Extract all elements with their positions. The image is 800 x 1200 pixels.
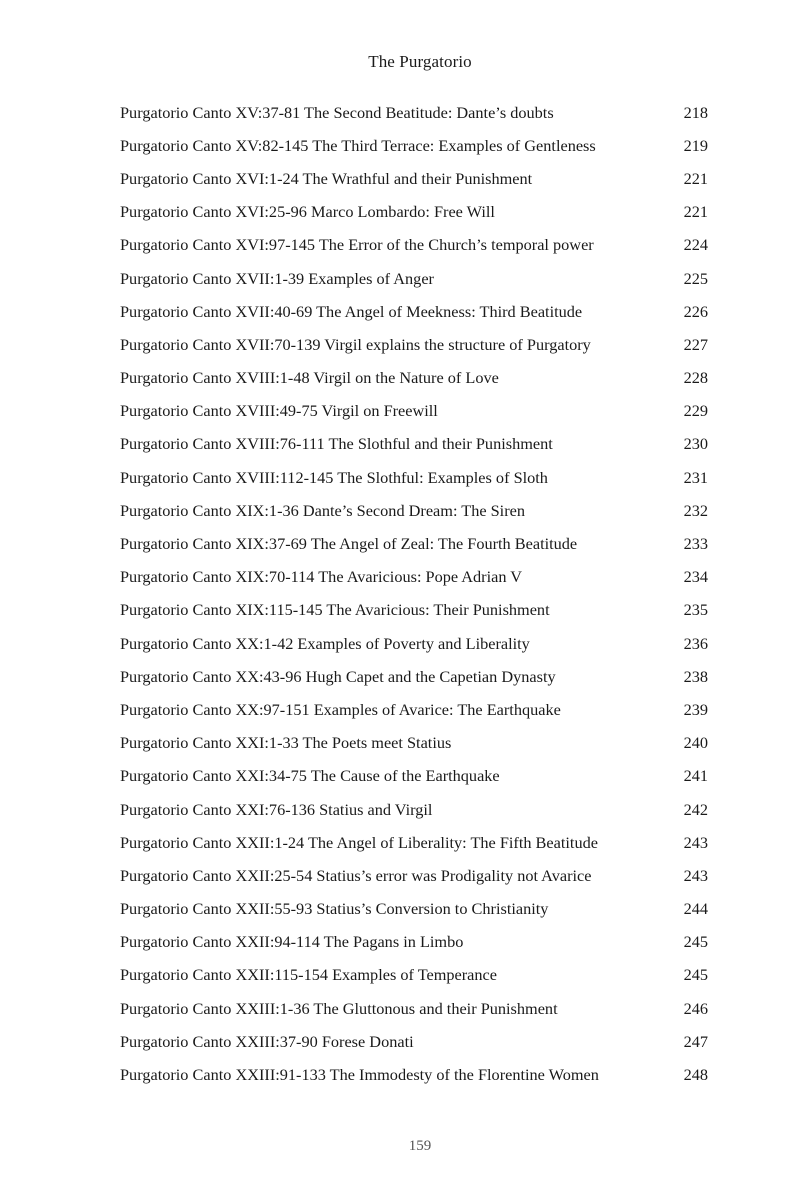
toc-entry-page-number: 228 — [683, 368, 708, 388]
toc-entry — [120, 826, 708, 859]
toc-entry — [120, 793, 708, 826]
toc-entry-page-number: 224 — [683, 235, 708, 255]
toc-entry-title: Purgatorio Canto XIX:1-36 Dante’s Second Dream: The Siren — [120, 500, 525, 520]
toc-entry — [120, 693, 708, 726]
toc-entry — [120, 262, 708, 295]
toc-entry-page-number: 243 — [683, 865, 708, 885]
toc-entry-title: Purgatorio Canto XXI:1-33 The Poets meet Statius — [120, 733, 452, 753]
toc-entry-title: Purgatorio Canto XVI:97-145 The Error of the Church’s temporal power — [120, 235, 594, 255]
toc-entry-page-number: 248 — [683, 1065, 708, 1085]
toc-entry-page-number: 219 — [683, 135, 708, 155]
toc-entry-title: Purgatorio Canto XX:43-96 Hugh Capet and the Capetian Dynasty — [120, 666, 556, 686]
toc-entry — [120, 926, 708, 959]
toc-entry-title: Purgatorio Canto XXII:25-54 Statius’s error was Prodigality not Avarice — [120, 865, 592, 885]
toc-entry — [120, 859, 708, 892]
toc-entry — [120, 959, 708, 992]
toc-entry-title: Purgatorio Canto XVIII:76-111 The Slothful and their Punishment — [120, 434, 553, 454]
toc-entry-page-number: 233 — [683, 534, 708, 554]
toc-entry-title: Purgatorio Canto XVIII:112-145 The Slothful: Examples of Sloth — [120, 467, 548, 487]
toc-entry — [120, 727, 708, 760]
toc-entry — [120, 527, 708, 560]
toc-entry-page-number: 236 — [683, 633, 708, 653]
toc-entry-title: Purgatorio Canto XXII:1-24 The Angel of Liberality: The Fifth Beatitude — [120, 832, 598, 852]
toc-entry-title: Purgatorio Canto XXI:76-136 Statius and Virgil — [120, 799, 433, 819]
toc-entry-page-number: 245 — [683, 932, 708, 952]
toc-entry-page-number: 239 — [683, 699, 708, 719]
toc-entry — [120, 129, 708, 162]
toc-entry-title: Purgatorio Canto XVII:1-39 Examples of Anger — [120, 268, 434, 288]
toc-entry-title: Purgatorio Canto XX:1-42 Examples of Poverty and Liberality — [120, 633, 530, 653]
toc-entry-title: Purgatorio Canto XXIII:37-90 Forese Donati — [120, 1031, 414, 1051]
toc-entry-page-number: 221 — [683, 202, 708, 222]
toc-entry — [120, 295, 708, 328]
toc-entry-page-number: 231 — [683, 467, 708, 487]
toc-entry-page-number: 246 — [683, 998, 708, 1018]
toc-entry-page-number: 247 — [683, 1031, 708, 1051]
toc-entry-title: Purgatorio Canto XXII:55-93 Statius’s Conversion to Christianity — [120, 899, 549, 919]
toc-entry — [120, 229, 708, 262]
toc-entry — [120, 893, 708, 926]
toc-entry-title: Purgatorio Canto XXII:94-114 The Pagans in Limbo — [120, 932, 464, 952]
toc-entry-page-number: 230 — [683, 434, 708, 454]
toc-entry — [120, 461, 708, 494]
toc-entry-title: Purgatorio Canto XV:82-145 The Third Terrace: Examples of Gentleness — [120, 135, 596, 155]
toc-entry-page-number: 238 — [683, 666, 708, 686]
page-number: 159 — [408, 1138, 432, 1154]
toc-entry — [120, 561, 708, 594]
toc-entry-page-number: 232 — [683, 500, 708, 520]
toc-entry-title: Purgatorio Canto XXII:115-154 Examples of Temperance — [120, 965, 498, 985]
toc-entry-page-number: 225 — [683, 268, 708, 288]
running-title: The Purgatorio — [368, 52, 472, 71]
table-of-contents — [120, 96, 708, 1092]
toc-entry-page-number: 235 — [683, 600, 708, 620]
toc-entry-title: Purgatorio Canto XIX:115-145 The Avaricious: Their Punishment — [120, 600, 550, 620]
toc-entry-title: Purgatorio Canto XX:97-151 Examples of Avarice: The Earthquake — [120, 699, 561, 719]
toc-entry-title: Purgatorio Canto XIX:70-114 The Avaricious: Pope Adrian V — [120, 567, 523, 587]
toc-entry-page-number: 241 — [683, 766, 708, 786]
toc-entry — [120, 494, 708, 527]
toc-entry — [120, 96, 708, 129]
toc-entry — [120, 428, 708, 461]
toc-entry-title: Purgatorio Canto XXIII:91-133 The Immodesty of the Florentine Women — [120, 1065, 599, 1085]
toc-entry — [120, 760, 708, 793]
toc-entry — [120, 1058, 708, 1091]
toc-entry — [120, 328, 708, 361]
toc-entry-title: Purgatorio Canto XVIII:49-75 Virgil on Freewill — [120, 401, 438, 421]
toc-entry-page-number: 234 — [683, 567, 708, 587]
toc-entry-title: Purgatorio Canto XVII:70-139 Virgil explains the structure of Purgatory — [120, 334, 591, 354]
toc-entry — [120, 162, 708, 195]
toc-entry — [120, 196, 708, 229]
toc-entry-page-number: 243 — [683, 832, 708, 852]
toc-entry-page-number: 221 — [683, 168, 708, 188]
toc-entry-title: Purgatorio Canto XXI:34-75 The Cause of the Earthquake — [120, 766, 500, 786]
toc-entry-page-number: 244 — [683, 899, 708, 919]
toc-entry-title: Purgatorio Canto XVI:1-24 The Wrathful and their Punishment — [120, 168, 533, 188]
toc-entry — [120, 594, 708, 627]
toc-entry-title: Purgatorio Canto XVII:40-69 The Angel of Meekness: Third Beatitude — [120, 301, 583, 321]
toc-entry-page-number: 245 — [683, 965, 708, 985]
toc-entry — [120, 627, 708, 660]
toc-entry-page-number: 240 — [683, 733, 708, 753]
toc-entry-title: Purgatorio Canto XVI:25-96 Marco Lombardo: Free Will — [120, 202, 495, 222]
toc-entry-page-number: 226 — [683, 301, 708, 321]
toc-entry — [120, 992, 708, 1025]
toc-entry-title: Purgatorio Canto XVIII:1-48 Virgil on the Nature of Love — [120, 368, 499, 388]
toc-entry-page-number: 229 — [683, 401, 708, 421]
toc-entry-title: Purgatorio Canto XXIII:1-36 The Gluttonous and their Punishment — [120, 998, 558, 1018]
toc-entry — [120, 1025, 708, 1058]
toc-entry-title: Purgatorio Canto XIX:37-69 The Angel of Zeal: The Fourth Beatitude — [120, 534, 578, 554]
toc-entry — [120, 395, 708, 428]
toc-entry-page-number: 242 — [683, 799, 708, 819]
toc-entry-page-number: 227 — [683, 334, 708, 354]
toc-entry — [120, 362, 708, 395]
toc-entry-title: Purgatorio Canto XV:37-81 The Second Beatitude: Dante’s doubts — [120, 102, 554, 122]
toc-entry — [120, 660, 708, 693]
toc-entry-page-number: 218 — [683, 102, 708, 122]
